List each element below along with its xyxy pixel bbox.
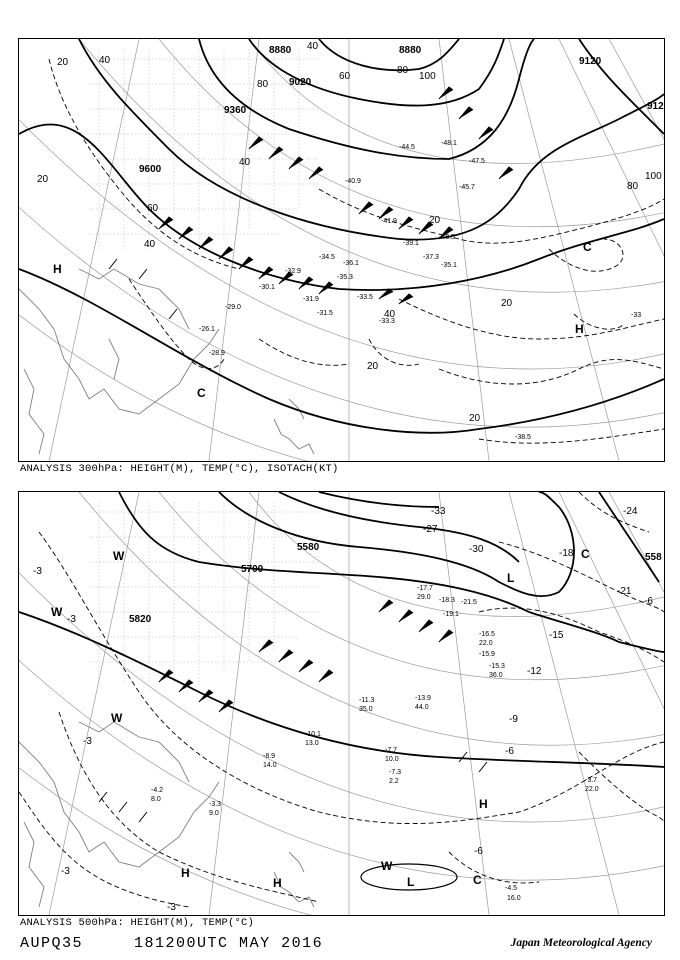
low-center-label: L <box>407 875 415 889</box>
station-temperatures <box>151 585 599 902</box>
height-label: 912 <box>647 101 664 112</box>
height-label: 5580 <box>297 542 320 553</box>
station-temperature: -18.3 <box>439 597 455 604</box>
coastline <box>19 269 314 454</box>
chart-300hpa-caption: ANALYSIS 300hPa: HEIGHT(M), TEMP(°C), ISOTACH(KT) <box>20 463 339 475</box>
warm-center-label: W <box>381 859 393 873</box>
chart-500hpa-caption: ANALYSIS 500hPa: HEIGHT(M), TEMP(°C) <box>20 917 255 929</box>
isotach-label: 20 <box>429 215 441 226</box>
height-label: 8880 <box>269 45 292 56</box>
isotach-label: 40 <box>99 55 111 66</box>
height-label: 8880 <box>399 45 422 56</box>
isotherm-label: -21 <box>617 586 632 597</box>
height-label: 558 <box>645 552 662 563</box>
station-temperature: -44.5 <box>399 144 415 151</box>
isotach-label: 20 <box>57 57 69 68</box>
agency-name: Japan Meteorological Agency <box>510 937 652 949</box>
isotach-label: 100 <box>645 171 662 182</box>
station-dewpoint: 9.0 <box>209 810 219 817</box>
isotach-label: 100 <box>419 71 436 82</box>
station-temperature: -29.0 <box>225 304 241 311</box>
warm-center-label: W <box>113 549 125 563</box>
observation-grid <box>89 49 319 249</box>
station-temperature: -48.1 <box>441 140 457 147</box>
isotach-label: 60 <box>147 203 159 214</box>
low-center-label: L <box>507 571 515 585</box>
station-temperature: -28.9 <box>209 350 225 357</box>
isotherm-label: -12 <box>527 666 542 677</box>
isotherm-label: -3 <box>67 614 76 625</box>
station-temperature: -4.5 <box>505 885 518 892</box>
station-temperature: -19.1 <box>443 611 459 618</box>
height-label: 5820 <box>129 614 152 625</box>
station-temperature: -34.5 <box>319 254 335 261</box>
station-temperature: -3.3 <box>209 801 222 808</box>
pressure-centers <box>53 240 592 400</box>
height-label: 9600 <box>139 164 162 175</box>
height-label: 9120 <box>579 56 602 67</box>
station-temperature: -7.3 <box>389 769 402 776</box>
isotherm-label: -30 <box>469 544 484 555</box>
station-dewpoint: 13.0 <box>305 740 319 747</box>
station-dewpoint: 29.0 <box>417 594 431 601</box>
station-temperature: -26.1 <box>199 326 215 333</box>
coastline <box>19 722 314 907</box>
station-temperature: -41.9 <box>381 218 397 225</box>
station-temperature: -33.3 <box>379 318 395 325</box>
station-temperature: -43.5 <box>439 234 455 241</box>
isotherm-labels <box>33 506 653 913</box>
isotherm-label: -3 <box>167 902 176 913</box>
isotherm-label: -24 <box>623 506 638 517</box>
isotach-label: 20 <box>37 174 49 185</box>
station-temperature: -4.2 <box>151 787 164 794</box>
cold-center-label: C <box>581 547 590 561</box>
station-temperature: -10.1 <box>305 731 321 738</box>
isotach-label: 40 <box>239 157 251 168</box>
station-temperature: -39.1 <box>403 240 419 247</box>
isotherm-label: -18 <box>559 548 574 559</box>
station-temperature: -38.5 <box>515 434 531 441</box>
chart-500hpa <box>18 491 665 916</box>
station-dewpoint: 16.0 <box>507 895 521 902</box>
station-temperature: -31.9 <box>303 296 319 303</box>
station-dewpoint: 35.0 <box>359 706 373 713</box>
station-dewpoint: 8.0 <box>151 796 161 803</box>
isotach-label: 80 <box>397 65 409 76</box>
station-temperature: -21.5 <box>461 599 477 606</box>
high-center-label: H <box>575 322 584 336</box>
product-id: AUPQ35 <box>20 935 84 952</box>
isotach-label: 60 <box>339 71 351 82</box>
isotherm-label: -9 <box>509 714 518 725</box>
station-temperature: -7.7 <box>385 747 398 754</box>
chart-500hpa-map <box>19 492 664 915</box>
isotach-label: 80 <box>627 181 639 192</box>
high-center-label: H <box>479 797 488 811</box>
isotach-label: 40 <box>307 41 319 52</box>
station-temperature: -45.7 <box>459 184 475 191</box>
isotherm-label: -15 <box>549 630 564 641</box>
station-dewpoint: 14.0 <box>263 762 277 769</box>
isotach-label: 20 <box>367 361 379 372</box>
station-temperature: -33 <box>631 312 642 319</box>
high-center-label: H <box>53 262 62 276</box>
warm-center-label: W <box>111 711 123 725</box>
isotach-contours <box>49 59 664 443</box>
station-temperature: -30.1 <box>259 284 275 291</box>
station-temperature: -40.9 <box>345 178 361 185</box>
station-dewpoint: 44.0 <box>415 704 429 711</box>
station-dewpoint: 22.0 <box>585 786 599 793</box>
station-temperature: -36.1 <box>343 260 359 267</box>
high-center-label: H <box>273 876 282 890</box>
isotherm-label: -27 <box>423 524 438 535</box>
station-dewpoint: 22.0 <box>479 640 493 647</box>
height-label: 5700 <box>241 564 264 575</box>
chart-300hpa <box>18 38 665 462</box>
cold-center-label: C <box>473 873 482 887</box>
height-label: 9020 <box>289 77 312 88</box>
high-center-label: H <box>181 866 190 880</box>
station-temperature: -35.1 <box>441 262 457 269</box>
isotherm-label: -6 <box>474 846 483 857</box>
station-temperature: -8.9 <box>263 753 276 760</box>
isotherm-label: -3 <box>61 866 70 877</box>
station-temperature: -11.3 <box>359 697 375 704</box>
valid-time: 181200UTC MAY 2016 <box>134 935 324 952</box>
isotach-label: 20 <box>501 298 513 309</box>
station-temperature: -37.3 <box>423 254 439 261</box>
station-dewpoint: 36.0 <box>489 672 503 679</box>
isotherm-label: -3 <box>33 566 42 577</box>
height-contours <box>19 492 664 767</box>
station-temperature: -16.5 <box>479 631 495 638</box>
isotherm-label: -6 <box>644 596 653 607</box>
station-temperature: -15.3 <box>489 663 505 670</box>
station-temperature: -3.7 <box>585 777 598 784</box>
isotach-label: 40 <box>144 239 156 250</box>
warm-center-label: W <box>51 605 63 619</box>
isotach-label: 20 <box>469 413 481 424</box>
isotherm-label: -3 <box>83 736 92 747</box>
cold-center-label: C <box>583 240 592 254</box>
station-temperature: -17.7 <box>417 585 433 592</box>
chart-300hpa-map <box>19 39 664 461</box>
isotherm-label: -6 <box>505 746 514 757</box>
station-temperature: -32.9 <box>285 268 301 275</box>
isotach-labels <box>37 41 662 424</box>
station-temperature: -13.9 <box>415 695 431 702</box>
isotach-label: 80 <box>257 79 269 90</box>
product-header <box>20 935 323 952</box>
station-dewpoint: 2.2 <box>389 778 399 785</box>
height-label: 9360 <box>224 105 247 116</box>
station-temperature: -31.5 <box>317 310 333 317</box>
isotherm-label: -33 <box>431 506 446 517</box>
graticule <box>19 39 664 461</box>
isotach-label: 40 <box>384 309 396 320</box>
station-temperature: -35.3 <box>337 274 353 281</box>
station-temperature: -33.5 <box>357 294 373 301</box>
station-temperature: -15.9 <box>479 651 495 658</box>
station-temperature: -47.5 <box>469 158 485 165</box>
station-dewpoint: 10.0 <box>385 756 399 763</box>
cold-center-label: C <box>197 386 206 400</box>
